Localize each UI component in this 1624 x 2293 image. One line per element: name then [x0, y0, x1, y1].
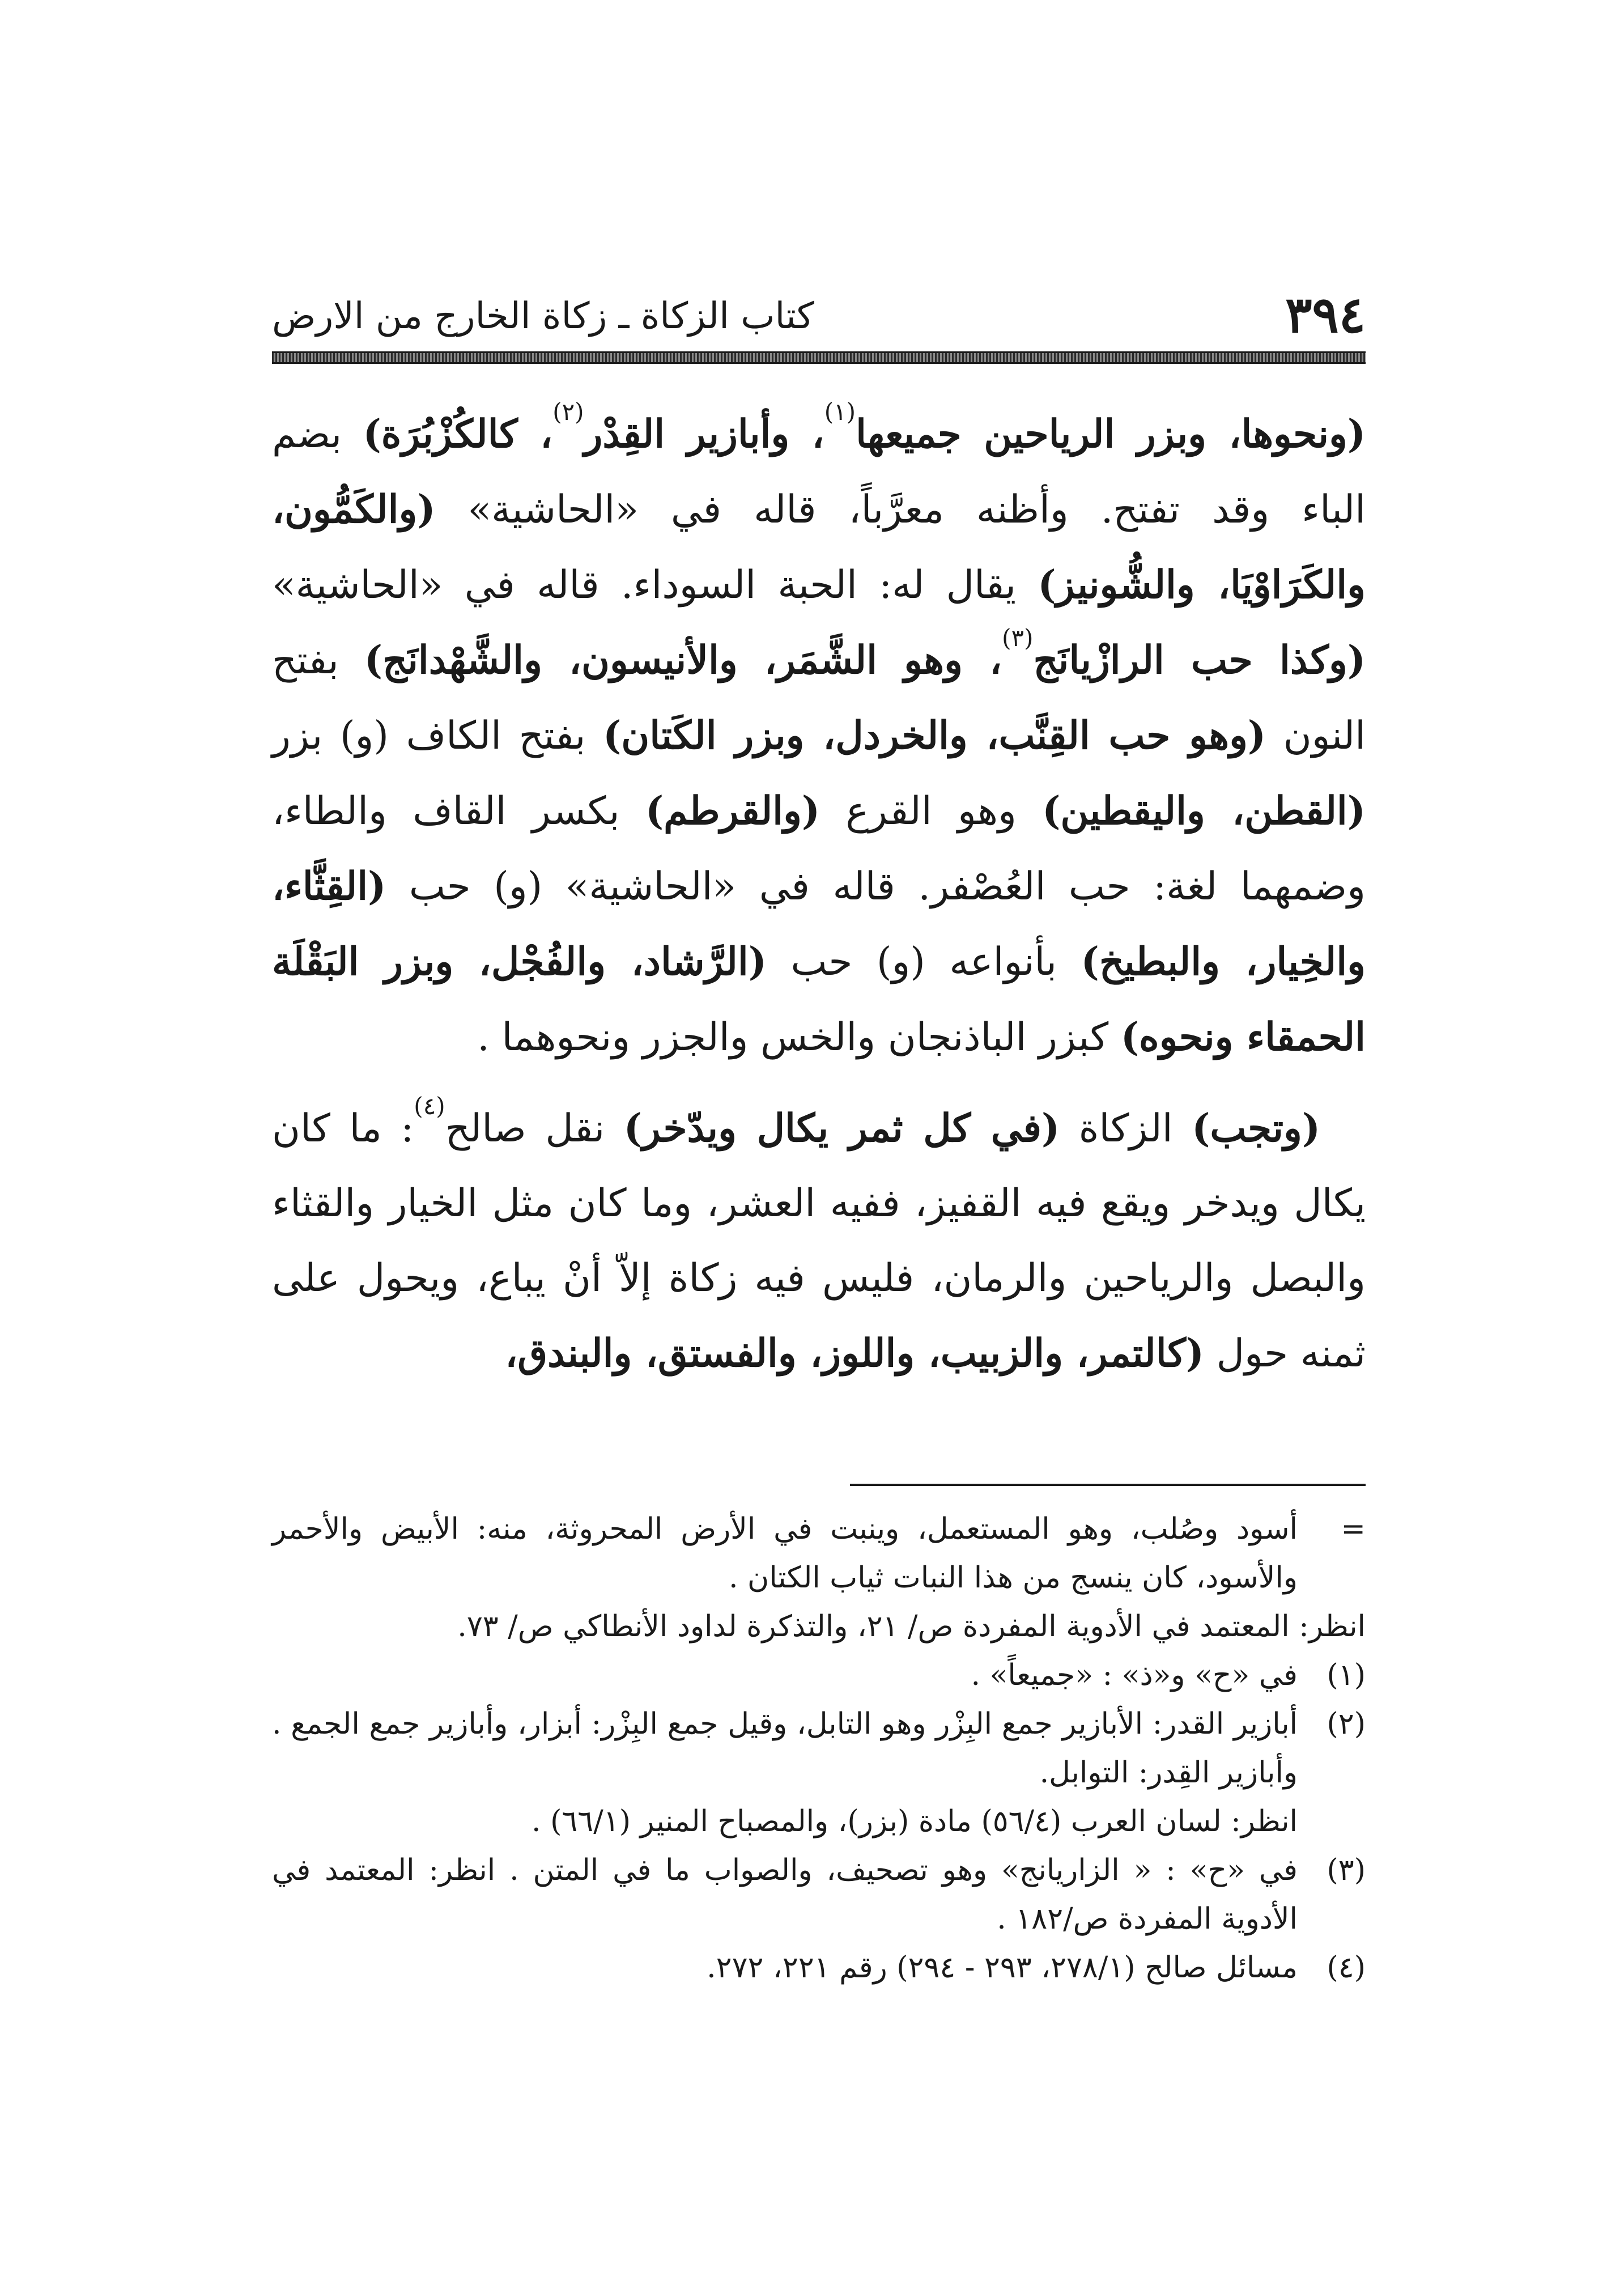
footnote-marker: (٣)	[1327, 1853, 1366, 1887]
matn-text: (وهو حب القِنَّب، والخردل، وبزر الكَتان)	[603, 713, 1266, 758]
matn-text: ، كالكُزْبُرَة)	[363, 411, 553, 457]
sharh-text: بكسر القاف والطاء، وضمهما لغة: حب العُصْفر. قاله في «الحاشية» (و) حب	[272, 789, 1366, 909]
paragraph-2	[272, 1091, 1366, 1391]
sharh-text: بأنواعه (و) حب	[766, 940, 1081, 984]
sharh-text: الزكاة	[1060, 1106, 1192, 1151]
footnote-ref-2: (٢)	[552, 398, 584, 426]
sharh-text: وهو القرع	[820, 789, 1043, 834]
footnotes	[272, 1505, 1366, 1992]
sharh-text: بفتح النون	[272, 638, 1366, 758]
footnote-marker: (٢)	[1327, 1707, 1366, 1741]
sharh-text: نقل صالح	[445, 1106, 624, 1151]
footnote-text: أسود وصُلب، وهو المستعمل، وينبت في الأرض المحروثة، منه: الأبيض والأحمر والأسود، كان ينسج من هذا النبات ثياب الكتان .	[272, 1512, 1298, 1595]
sharh-text: كبزر الباذنجان والخس والجزر ونحوهما .	[477, 1015, 1121, 1060]
footnote-reference: انظر: لسان العرب (٥٦/٤) مادة (بزر)، والمصباح المنير (٦٦/١) .	[532, 1804, 1298, 1838]
footnote-4	[272, 1943, 1366, 1992]
footnote-ref-1: (١)	[824, 398, 856, 426]
matn-text: (وكذا حب الرازْيانَج	[1033, 638, 1366, 683]
footnote-separator	[850, 1484, 1366, 1486]
sharh-text: بضم الباء وقد تفتح. وأظنه معرَّباً، قاله في «الحاشية»	[272, 412, 1366, 532]
matn-text: ، وهو الشَّمَر، والأنيسون، والشَّهْدانَج)	[364, 638, 1002, 683]
running-title: كتاب الزكاة ـ زكاة الخارج من الارض	[272, 295, 814, 337]
footnote-2	[272, 1700, 1366, 1797]
footnote-ref-4: (٤)	[414, 1092, 445, 1120]
main-text	[272, 397, 1366, 1391]
matn-text: ، وأبازير القِدْر	[584, 411, 824, 457]
continuation-marker: =	[1341, 1512, 1366, 1546]
footnote-marker: (١)	[1327, 1658, 1366, 1692]
footnote-1	[272, 1651, 1366, 1700]
matn-text: (وتجب)	[1192, 1106, 1321, 1151]
matn-text: (الرَّشاد، والفُجْل، وبزر البَقْلَة الحمقاء ونحوه)	[272, 939, 1366, 1060]
footnote-text: في «ح» : « الزاريانج» وهو تصحيف، والصواب ما في المتن . انظر: المعتمد في الأدوية المفردة ص/١٨٢ .	[272, 1853, 1298, 1936]
footnote-text: في «ح» و«ذ» : «جميعاً» .	[971, 1658, 1298, 1692]
footnote-3	[272, 1846, 1366, 1943]
matn-text: (والكَمُّون، والكَرَاوْيَا، والشُّونيز)	[272, 487, 1366, 608]
page-header	[272, 283, 1366, 346]
footnote-text: مسائل صالح (٢٧٨/١، ٢٩٣ - ٢٩٤) رقم ٢٢١، ٢٧٢.	[707, 1951, 1298, 1985]
paragraph-1	[272, 397, 1366, 1075]
footnote-reference: انظر: المعتمد في الأدوية المفردة ص/ ٢١، والتذكرة لداود الأنطاكي ص/ ٧٣.	[457, 1610, 1366, 1644]
page-number: ٣٩٤	[1285, 285, 1366, 344]
matn-text: (في كل ثمر يكال ويدّخر)	[623, 1106, 1060, 1151]
footnote-continuation	[272, 1505, 1366, 1602]
matn-text: (القِثَّاء، والخِيار، والبطيخ)	[272, 864, 1366, 984]
matn-text: (والقرطم)	[645, 788, 820, 834]
sharh-text: بفتح الكاف (و) بزر	[272, 714, 603, 758]
header-divider	[272, 351, 1366, 364]
matn-text: (القطن، واليقطين)	[1042, 788, 1366, 834]
footnote-text: أبازير القدر: الأبازير جمع البِزْر وهو التابل، وقيل جمع البِزْر: أبزار، وأبازير جمع الجمع . وأبازير القِدر: التوابل.	[272, 1707, 1298, 1790]
sharh-text: : ما كان يكال ويدخر ويقع فيه القفيز، ففيه العشر، وما كان مثل الخيار والقثاء والبصل والرياحين والرمان، فليس فيه زكاة إلاّ أنْ يباع، ويحول على ثمنه حول	[272, 1106, 1366, 1376]
footnote-marker: (٤)	[1327, 1951, 1366, 1985]
matn-text: (ونحوها، وبزر الرياحين جميعها	[856, 411, 1366, 457]
sharh-text: يقال له: الحبة السوداء. قاله في «الحاشية»	[272, 563, 1038, 608]
footnote-ref-3: (٣)	[1002, 624, 1034, 652]
matn-text: (كالتمر، والزبيب، واللوز، والفستق، والبندق،	[505, 1331, 1204, 1376]
